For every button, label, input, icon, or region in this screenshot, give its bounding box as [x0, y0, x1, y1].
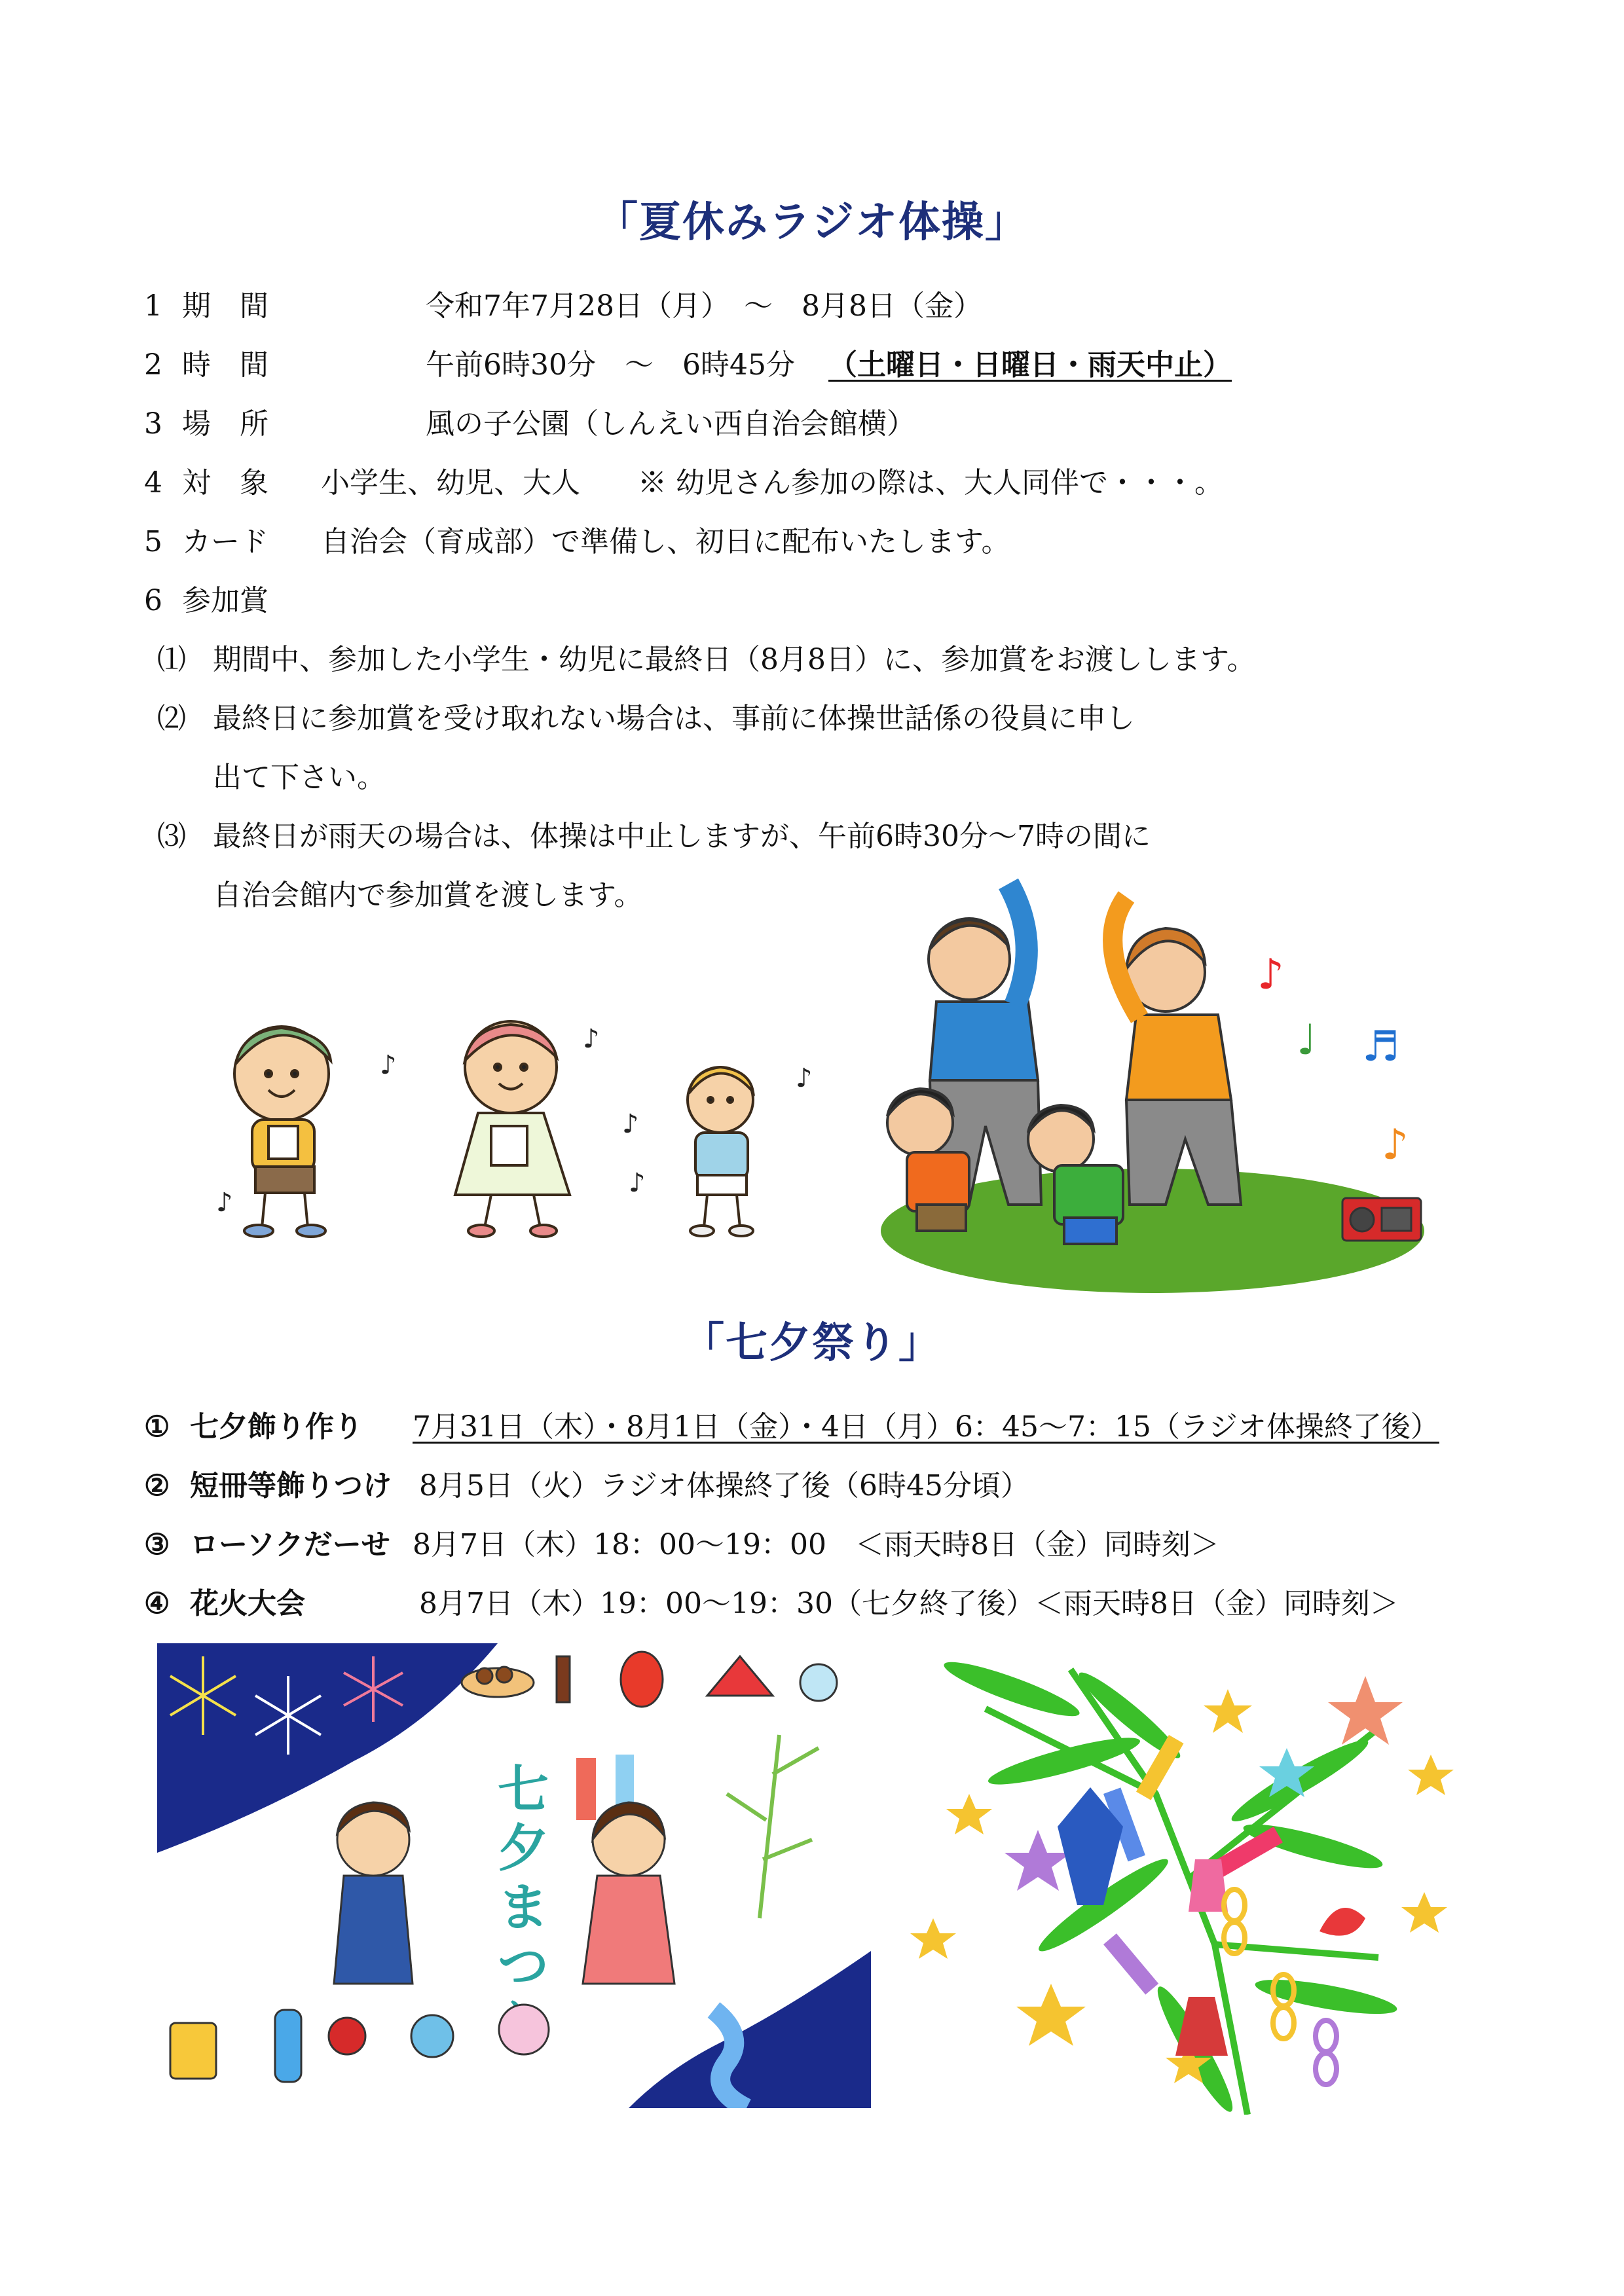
svg-text:♪: ♪	[1382, 1121, 1409, 1169]
tanzaku-icon	[616, 1755, 634, 1807]
event-detail: 7月31日（木）・8月1日（金）・4日（月）6：45～7：15（ラジオ体操終了後）	[413, 1410, 1439, 1444]
event-name: 花火大会	[190, 1587, 305, 1620]
music-note-icon	[1257, 951, 1409, 1169]
note-text: 最終日が雨天の場合は、体操は中止しますが、午前6時30分～7時の間に	[213, 820, 1151, 853]
mother-figure	[1113, 897, 1241, 1205]
poster-char: 七	[498, 1760, 549, 1819]
radio-title: 「夏休みラジオ体操」	[596, 198, 1028, 247]
note-mark: ⑴	[157, 643, 186, 676]
event-detail: 8月5日（火）ラジオ体操終了後（6時45分頃）	[419, 1469, 1029, 1503]
svg-text:♪: ♪	[796, 1063, 813, 1093]
lantern-icon	[1175, 1997, 1228, 2056]
svg-text:♪: ♪	[583, 1024, 600, 1054]
svg-text:♬: ♬	[1362, 1023, 1400, 1071]
svg-text:♩: ♩	[1297, 1016, 1317, 1065]
tanabata-title: 「七夕祭り」	[682, 1319, 942, 1368]
item-number: 4	[144, 466, 162, 500]
poster-char: 夕	[498, 1819, 549, 1878]
child-figure	[688, 1067, 753, 1236]
item-label: 時 間	[182, 348, 268, 382]
poster-char: ま	[498, 1878, 549, 1937]
svg-text:♪: ♪	[380, 1050, 397, 1080]
item-value: 小学生、幼児、大人 ※ 幼児さん参加の際は、大人同伴で・・・。	[321, 466, 1223, 500]
svg-text:♪: ♪	[216, 1188, 233, 1218]
item-label: 参加賞	[182, 584, 268, 617]
note-text: 期間中、参加した小学生・幼児に最終日（8月8日）に、参加賞をお渡しします。	[213, 643, 1256, 676]
note-text: 最終日に参加賞を受け取れない場合は、事前に体操世話係の役員に申し	[213, 702, 1135, 735]
bamboo-decoration-illustration	[907, 1630, 1464, 2115]
item-number: 1	[144, 289, 162, 323]
item-value: 風の子公園（しんえい西自治会館横）	[426, 407, 915, 441]
item-number: 3	[144, 407, 162, 441]
item-number: 2	[144, 348, 162, 382]
note-mark: ⑵	[157, 702, 186, 735]
item-note-underlined: （土曜日・日曜日・雨天中止）	[828, 348, 1232, 382]
children-exercise-illustration	[203, 995, 825, 1244]
event-detail: 8月7日（木）18：00～19：00 ＜雨天時8日（金）同時刻＞	[413, 1528, 1219, 1561]
event-mark: ①	[144, 1410, 170, 1444]
event-name: 短冊等飾りつけ	[190, 1469, 392, 1503]
item-label: カード	[182, 525, 268, 558]
item-label: 対 象	[182, 466, 268, 500]
item-value: 令和7年7月28日（月） ～ 8月8日（金）	[426, 289, 982, 323]
event-mark: ③	[144, 1528, 170, 1561]
item-value: 自治会（育成部）で準備し、初日に配布いたします。	[321, 525, 1010, 558]
tanzaku-icon	[1103, 1933, 1158, 1994]
paper-chain-icon	[1224, 1889, 1294, 2039]
note-text: 出て下さい。	[213, 761, 386, 794]
event-mark: ④	[144, 1587, 170, 1620]
event-detail: 8月7日（木）19：00～19：30（七夕終了後）＜雨天時8日（金）同時刻＞	[419, 1587, 1399, 1620]
event-name: ローソクだーせ	[190, 1528, 390, 1561]
svg-text:♪: ♪	[1257, 951, 1284, 999]
child-figure	[234, 1027, 331, 1237]
event-name: 七夕飾り作り	[190, 1410, 363, 1444]
girl-yukata-figure	[583, 1802, 674, 1984]
tanabata-poster-illustration	[157, 1643, 871, 2108]
item-label: 期 間	[182, 289, 268, 323]
svg-text:♪: ♪	[629, 1168, 646, 1198]
radio-icon	[1342, 1198, 1421, 1241]
item-number: 6	[144, 584, 162, 617]
item-value: 午前6時30分 ～ 6時45分	[426, 348, 795, 382]
note-mark: ⑶	[157, 820, 186, 853]
tanzaku-icon	[576, 1758, 596, 1820]
child-figure	[455, 1021, 570, 1237]
boy-yukata-figure	[334, 1802, 413, 1984]
item-label: 場 所	[182, 407, 268, 441]
svg-text:♪: ♪	[622, 1109, 639, 1139]
event-mark: ②	[144, 1469, 170, 1503]
watermelon-icon	[1320, 1908, 1365, 1936]
paper-chain-icon	[1316, 2020, 1337, 2085]
poster-char: つ	[498, 1937, 549, 1996]
item-number: 5	[144, 525, 162, 558]
note-text: 自治会館内で参加賞を渡します。	[213, 879, 643, 912]
family-exercise-illustration	[877, 864, 1454, 1296]
